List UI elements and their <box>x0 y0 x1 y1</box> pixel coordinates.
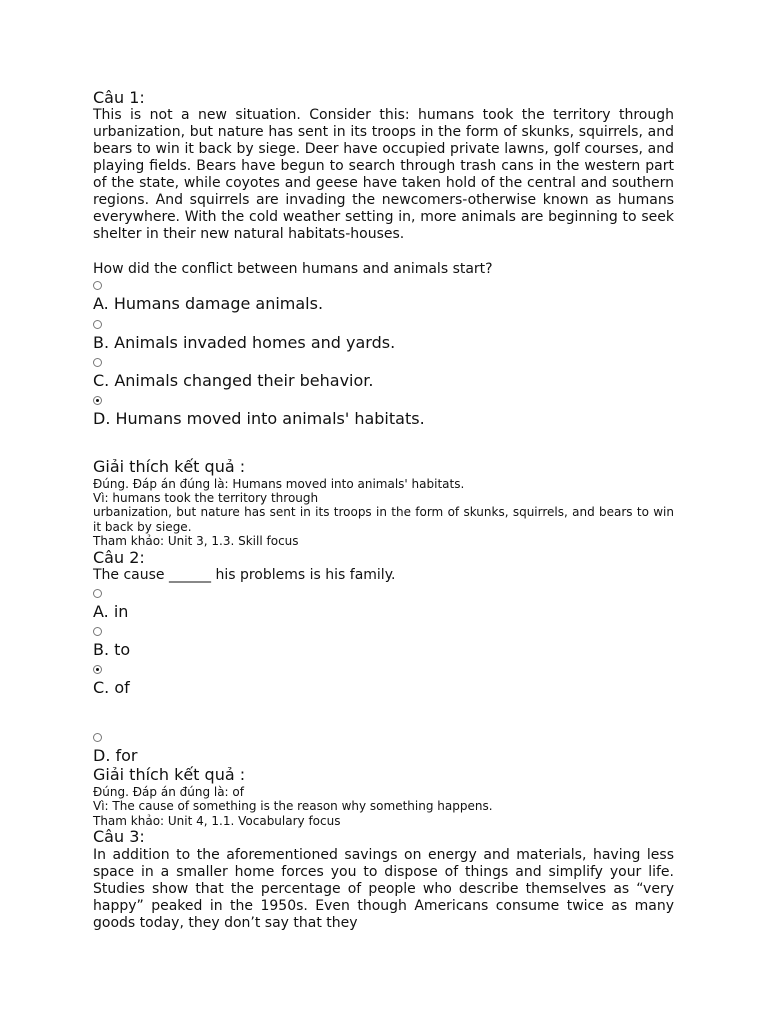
question-2-explanation-reference: Tham khảo: Unit 4, 1.1. Vocabulary focus <box>93 814 341 828</box>
question-1-explanation-reason: Vì: humans took the territory through <box>93 491 319 505</box>
question-1-explanation-answer: Đúng. Đáp án đúng là: Humans moved into animals' habitats. <box>93 477 465 491</box>
question-1-option-b[interactable]: B. Animals invaded homes and yards. <box>93 333 396 352</box>
question-3-title: Câu 3: <box>93 827 145 846</box>
question-1-title: Câu 1: <box>93 88 145 107</box>
question-2-option-b[interactable]: B. to <box>93 640 131 659</box>
question-2-prompt: The cause ______ his problems is his family. <box>93 567 396 583</box>
question-1-option-a[interactable]: A. Humans damage animals. <box>93 294 324 313</box>
question-1-option-c-radio[interactable] <box>93 358 102 367</box>
question-1-option-b-radio[interactable] <box>93 320 102 329</box>
question-2-title: Câu 2: <box>93 548 145 567</box>
question-1-explanation-reference: Tham khảo: Unit 3, 1.3. Skill focus <box>93 534 299 548</box>
question-1-option-d[interactable]: D. Humans moved into animals' habitats. <box>93 409 425 428</box>
question-1-explanation-title: Giải thích kết quả : <box>93 457 246 476</box>
question-2-option-c[interactable]: C. of <box>93 678 130 697</box>
question-1-option-a-radio[interactable] <box>93 281 102 290</box>
question-2-option-d-radio[interactable] <box>93 733 102 742</box>
question-2-option-d[interactable]: D. for <box>93 746 138 765</box>
question-3-passage: In addition to the aforementioned savings on energy and materials, having less space in a smaller home forces you to dispose of things and simplify your life. Studies show that the percentage of people who describe themselves as “very happy” peaked in the 1950s. Even though Americans consume twice as many goods today, they don’t say that they <box>93 847 674 931</box>
question-1-prompt: How did the conflict between humans and animals start? <box>93 261 493 277</box>
question-2-explanation-title: Giải thích kết quả : <box>93 765 246 784</box>
question-2-option-a[interactable]: A. in <box>93 602 129 621</box>
question-2-explanation-reason: Vì: The cause of something is the reason why something happens. <box>93 799 493 813</box>
question-2-option-b-radio[interactable] <box>93 627 102 636</box>
question-1-explanation-reason-cont: urbanization, but nature has sent in its troops in the form of skunks, squirrels, and bears to win it back by siege. <box>93 505 674 534</box>
question-1-option-c[interactable]: C. Animals changed their behavior. <box>93 371 374 390</box>
question-2-option-a-radio[interactable] <box>93 589 102 598</box>
question-1-passage: This is not a new situation. Consider this: humans took the territory through urbanization, but nature has sent in its troops in the form of skunks, squirrels, and bears to win it back by siege. Deer have occupied private lawns, golf courses, and playing fields. Bears have begun to search through trash cans in the western part of the state, while coyotes and geese have taken hold of the central and southern regions. And squirrels are invading the newcomers-otherwise known as humans everywhere. With the cold weather setting in, more animals are beginning to seek shelter in their new natural habitats-houses. <box>93 107 674 242</box>
question-2-option-c-radio[interactable] <box>93 665 102 674</box>
question-2-explanation-answer: Đúng. Đáp án đúng là: of <box>93 785 244 799</box>
question-1-option-d-radio[interactable] <box>93 396 102 405</box>
